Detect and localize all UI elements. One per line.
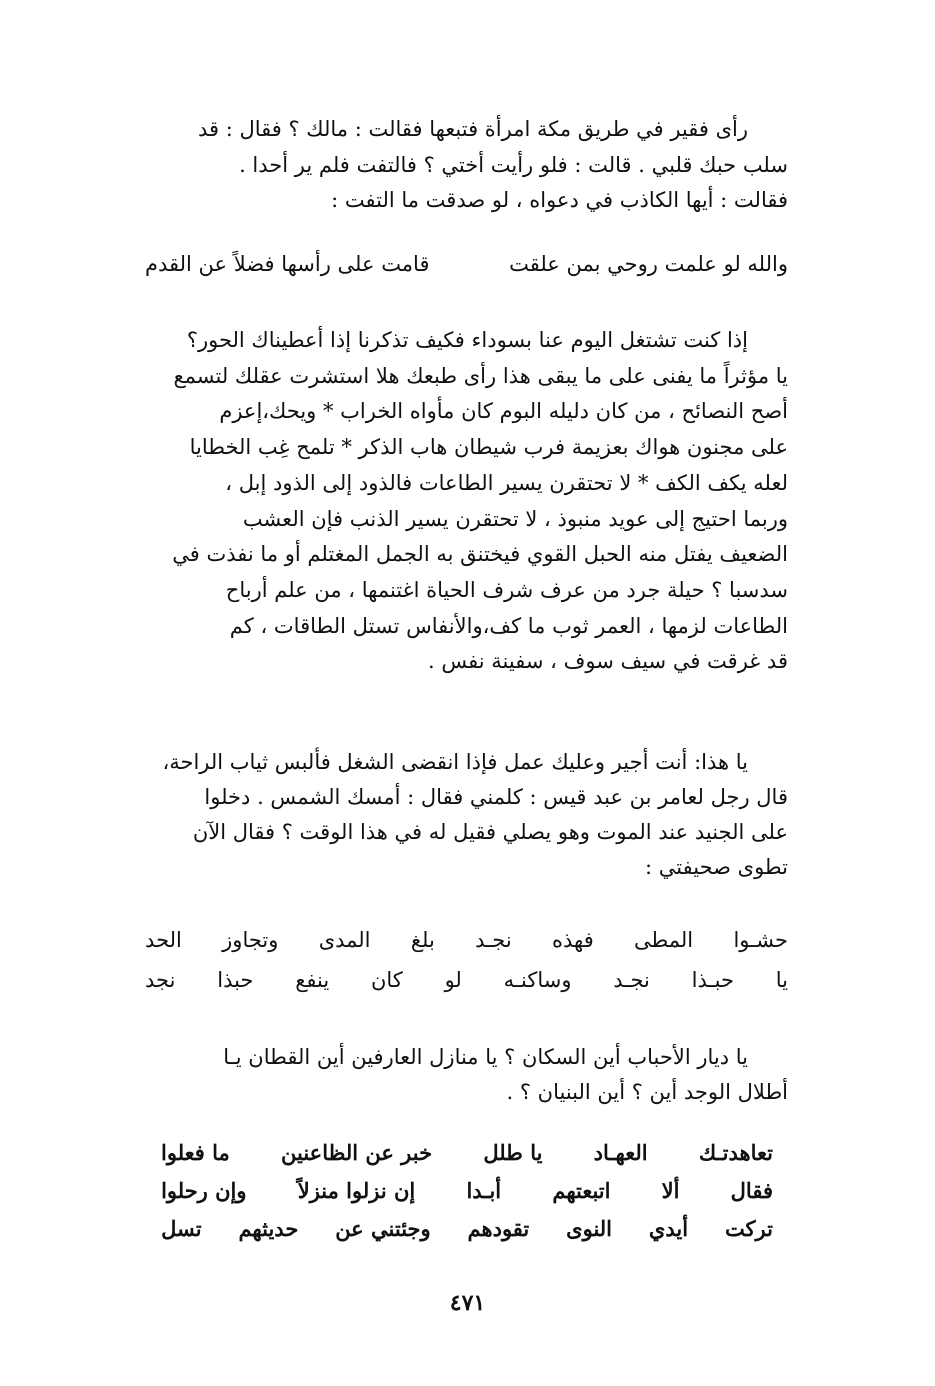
paragraph-3 bbox=[145, 745, 788, 885]
verse-word: حديثهم bbox=[238, 1216, 299, 1241]
verse-word: إن نزلوا منزلاً bbox=[297, 1178, 416, 1203]
verse-word: حبذا bbox=[217, 968, 254, 992]
page-number: ٤٧١ bbox=[449, 1290, 486, 1316]
verse-word: حبـذا bbox=[691, 968, 734, 992]
verse-3 bbox=[161, 1140, 773, 1254]
verse-word: كان bbox=[370, 968, 403, 992]
verse-word: تقودهم bbox=[467, 1216, 530, 1241]
text-line: سدسبا ؟ حيلة جرد من عرف شرف الحياة اغتنمها ، من علم أرباح bbox=[225, 577, 788, 602]
verse-line bbox=[145, 968, 788, 1008]
text-line: سلب حبك قلبي . قالت : فلو رأيت أختي ؟ فالتفت فلم ير أحدا . bbox=[239, 152, 788, 177]
text-line: رأى فقير في طريق مكة امرأة فتبعها فقالت : مالك ؟ فقال : قد bbox=[197, 117, 748, 141]
verse-word: المدى bbox=[318, 928, 371, 952]
verse-word: وساكنـه bbox=[503, 968, 572, 992]
verse-word: أيدي bbox=[648, 1216, 689, 1241]
verse-1 bbox=[145, 252, 788, 288]
verse-line bbox=[161, 1216, 773, 1254]
verse-word: نجـد bbox=[475, 928, 512, 952]
verse-word: يا طلل bbox=[483, 1140, 543, 1165]
verse-line bbox=[145, 252, 788, 288]
verse-first-hemistich: والله لو علمت روحي بمن علقت bbox=[509, 252, 788, 276]
verse-word: يا bbox=[775, 968, 788, 992]
verse-word: ألا bbox=[661, 1178, 680, 1203]
verse-word: المطى bbox=[634, 928, 694, 952]
verse-word: فقال bbox=[730, 1178, 773, 1203]
verse-word: لو bbox=[444, 968, 462, 992]
verse-word: بلغ bbox=[410, 928, 435, 952]
verse-word: تعاهدتـك bbox=[698, 1140, 773, 1165]
verse-word: النوى bbox=[566, 1216, 613, 1241]
verse-line bbox=[161, 1178, 773, 1216]
paragraph-4 bbox=[145, 1040, 788, 1110]
paragraph-1 bbox=[145, 112, 788, 219]
verse-word: حشـوا bbox=[733, 928, 788, 952]
text-line: أطلال الوجد أين ؟ أين البنيان ؟ . bbox=[506, 1080, 788, 1104]
verse-word: ما فعلوا bbox=[161, 1140, 230, 1165]
verse-word: أبـدا bbox=[466, 1178, 502, 1203]
text-line: فقالت : أيها الكاذب في دعواه ، لو صدقت ما التفت : bbox=[331, 188, 788, 212]
text-line: على الجنيد عند الموت وهو يصلي فقيل له في هذا الوقت ؟ فقال الآن bbox=[192, 820, 788, 844]
text-line: إذا كنت تشتغل اليوم عنا بسوداء فكيف تذكرنا إذا أعطيناك الحور؟ bbox=[186, 328, 748, 352]
verse-word: وإن رحلوا bbox=[161, 1178, 247, 1203]
text-line: وربما احتيج إلى عويد منبوذ ، لا تحتقرن يسير الذنب فإن العشب bbox=[242, 506, 788, 531]
verse-second-hemistich: قامت على رأسها فضلاً عن القدم bbox=[145, 252, 430, 276]
text-line: يا مؤثراً ما يفنى على ما يبقى هذا رأى طبعك هلا استشرت عقلك لتسمع bbox=[173, 363, 788, 388]
verse-line bbox=[145, 928, 788, 968]
text-line: لعله يكف الكف * لا تحتقرن يسير الطاعات فالذود إلى الذود إبل ، bbox=[225, 470, 788, 495]
text-line: يا هذا: أنت أجير وعليك عمل فإذا انقضى الشغل فألبس ثياب الراحة، bbox=[162, 750, 748, 774]
paragraph-2 bbox=[145, 323, 788, 680]
text-line: قال رجل لعامر بن عبد قيس : كلمني فقال : أمسك الشمس . دخلوا bbox=[204, 785, 788, 809]
verse-word: اتبعتهم bbox=[552, 1178, 611, 1203]
text-line: الطاعات لزمها ، العمر ثوب ما كف،والأنفاس تستل الطاقات ، كم bbox=[229, 613, 788, 638]
verse-word: العهـاد bbox=[593, 1140, 648, 1165]
text-line: قد غرقت في سيف سوف ، سفينة نفس . bbox=[428, 649, 788, 674]
verse-word: ينفع bbox=[295, 968, 330, 992]
verse-line bbox=[161, 1140, 773, 1178]
verse-word: نجـد bbox=[613, 968, 650, 992]
verse-word: وجئتني عن bbox=[335, 1216, 431, 1241]
verse-word: تركت bbox=[724, 1216, 773, 1241]
verse-word: فهذه bbox=[551, 928, 594, 952]
verse-2 bbox=[145, 928, 788, 1008]
verse-word: تسل bbox=[161, 1216, 202, 1241]
verse-word: نجد bbox=[145, 968, 176, 992]
verse-word: وتجاوز bbox=[222, 928, 279, 952]
text-line: يا ديار الأحباب أين السكان ؟ يا منازل العارفين أين القطان يـا bbox=[223, 1045, 748, 1069]
verse-word: الحد bbox=[145, 928, 182, 952]
text-line: على مجنون هواك بعزيمة فرب شيطان هاب الذكر * تلمح غِب الخطايا bbox=[189, 435, 788, 460]
verse-word: خبر عن الظاعنين bbox=[281, 1140, 433, 1165]
text-line: أصح النصائح ، من كان دليله البوم كان مأواه الخراب * ويحك،إعزم bbox=[219, 399, 788, 424]
text-line: الضعيف يفتل منه الحبل القوي فيختنق به الجمل المغتلم أو ما نفذت في bbox=[172, 542, 788, 567]
text-line: تطوى صحيفتي : bbox=[645, 855, 788, 879]
